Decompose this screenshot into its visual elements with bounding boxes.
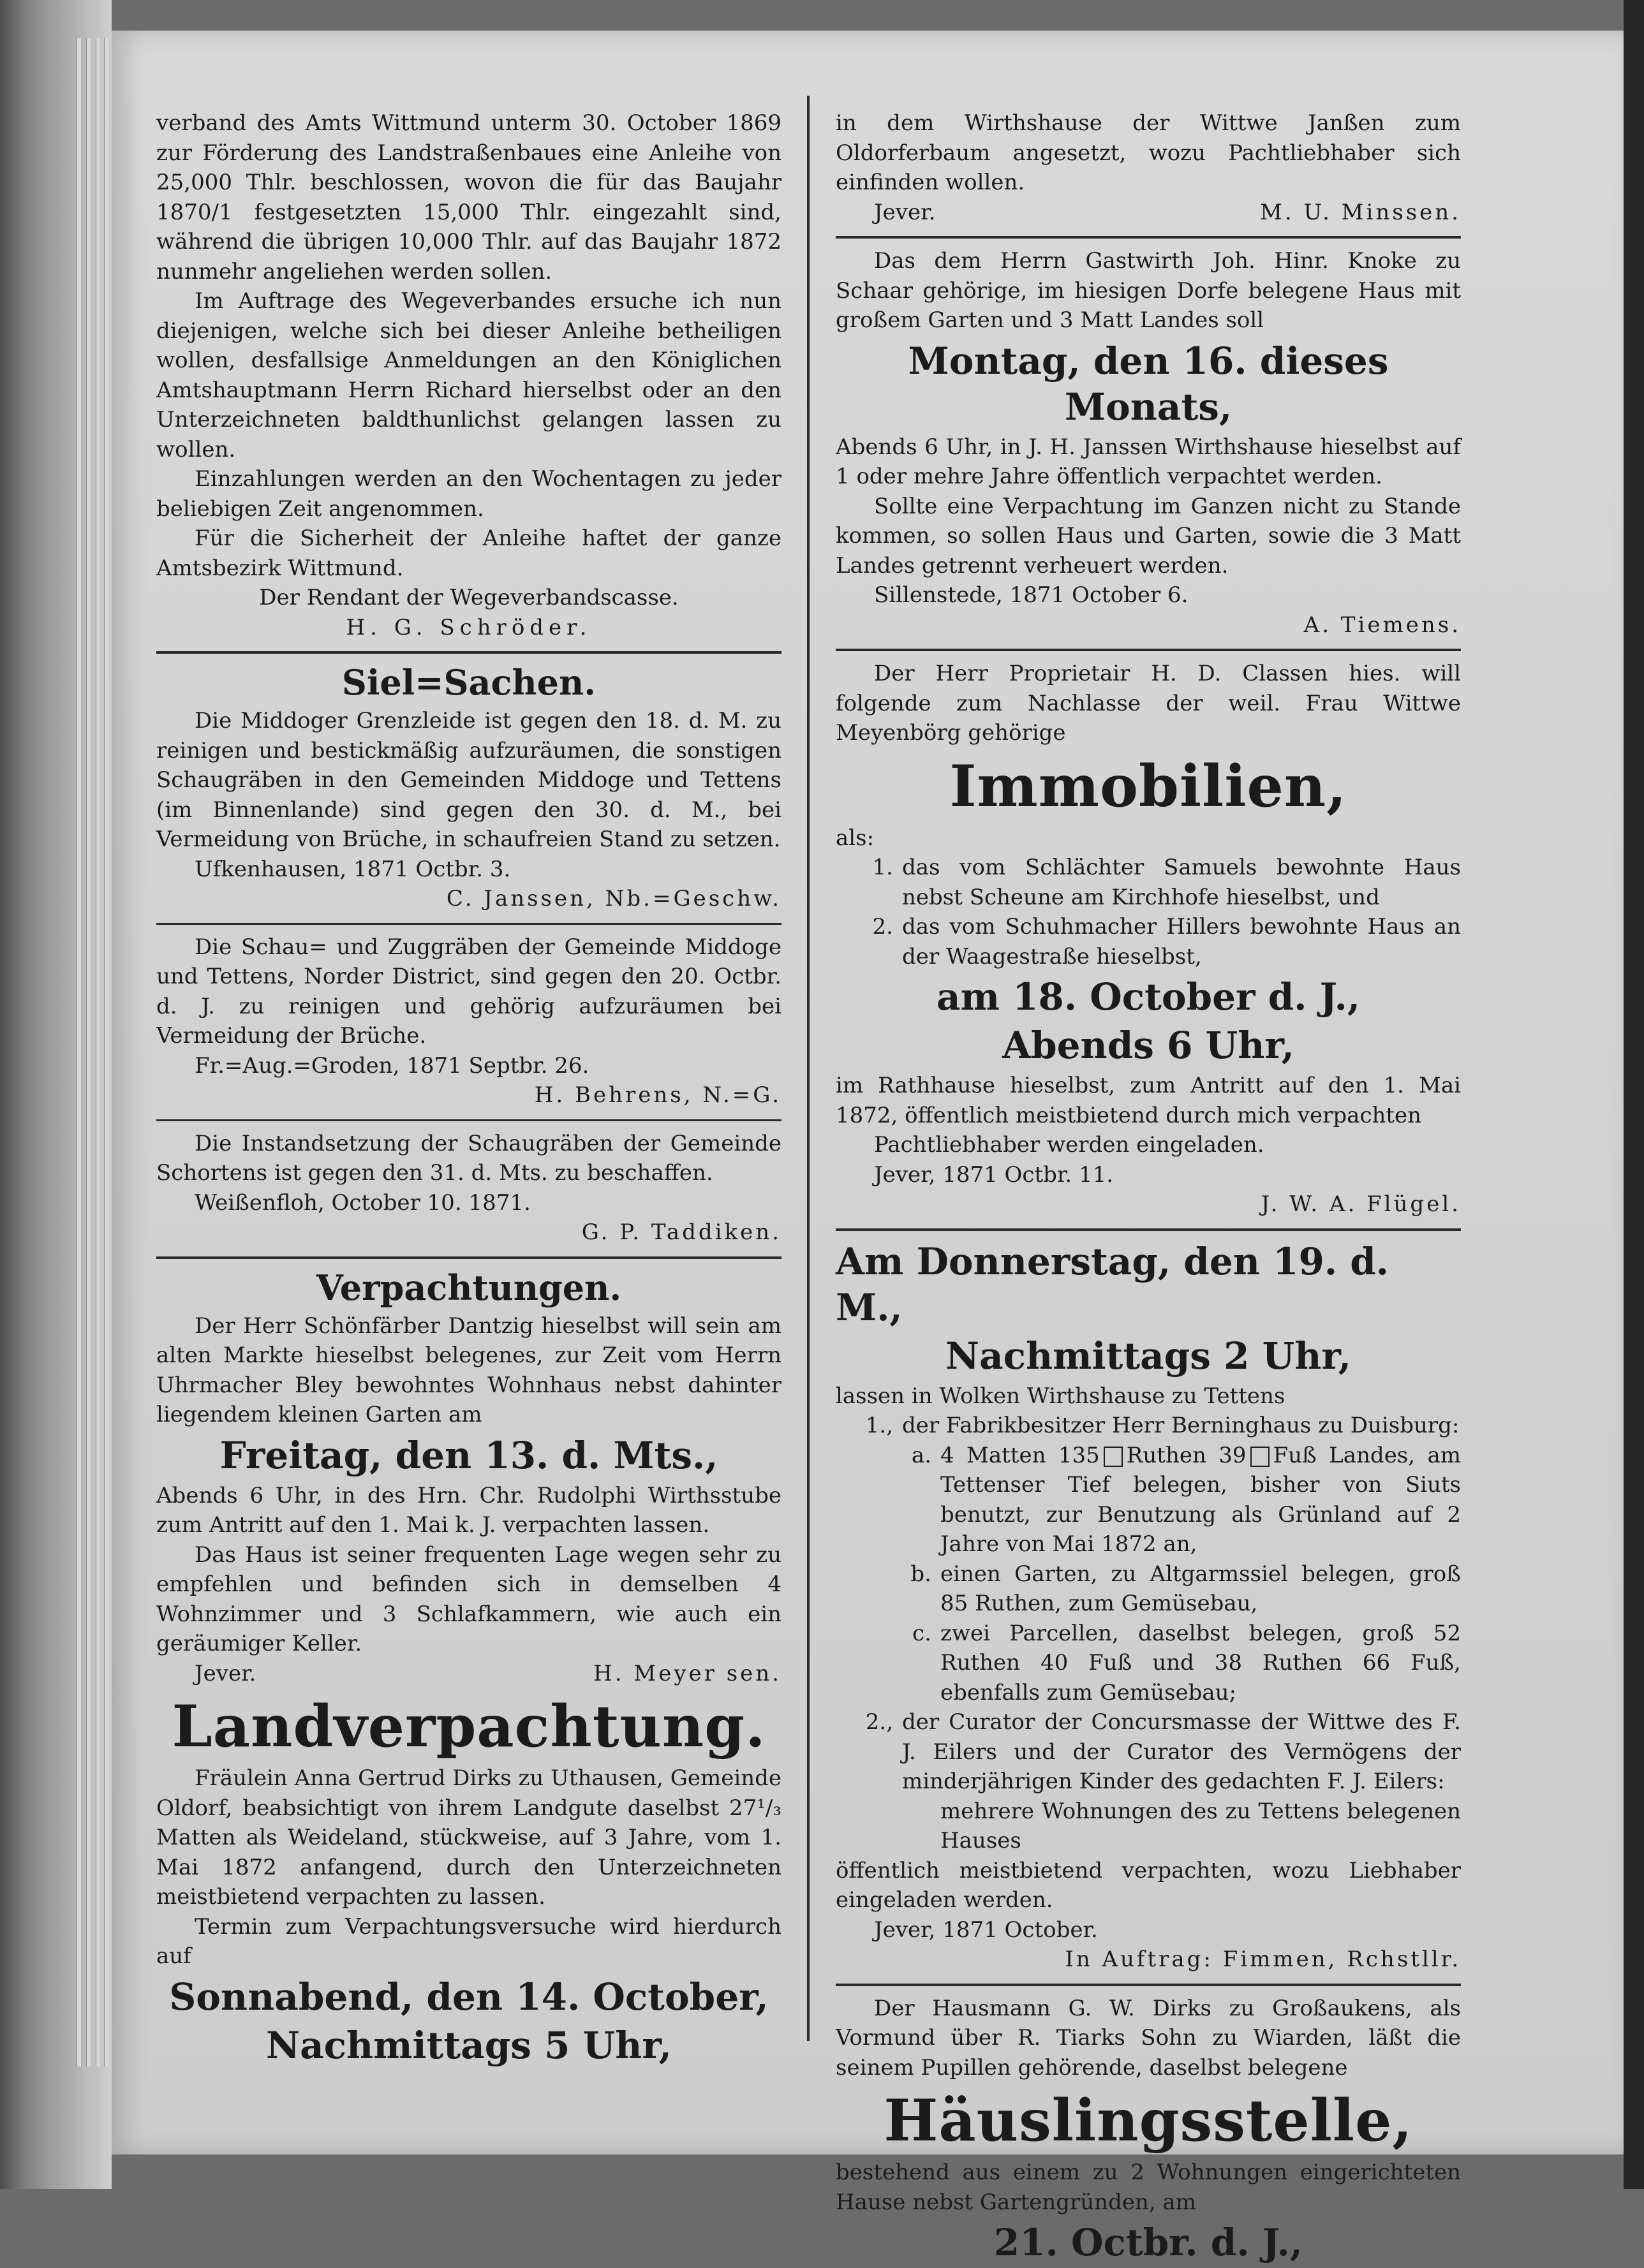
signature: G. P. Taddiken. [581, 1219, 781, 1245]
property-list [836, 853, 1461, 971]
lease-list [836, 1411, 1461, 1856]
notice-text: im Rathhause hieselbst, zum Antritt auf den 1. Mai 1872, öffentlich meistbietend durch mich verpachten [836, 1073, 1461, 1128]
notice-text: Im Auftrage des Wegeverbandes ersuche ich nun diejenigen, welche sich bei dieser Anleihe betheiligen wollen, desfallsige Anmeldungen an den Königlichen Amtshauptmann Herrn Richard hierselbst oder an den Unterzeichneten baldthunlichst gelangen lassen zu wollen. [156, 288, 781, 462]
signature: A. Tiemens. [1303, 612, 1461, 638]
date-headline: Nachmittags 2 Uhr, [945, 1334, 1351, 1378]
section-heading: Häuslingsstelle, [884, 2087, 1413, 2154]
place-date: Sillenstede, 1871 October 6. [874, 582, 1189, 608]
notice-text: verband des Amts Wittmund unterm 30. October 1869 zur Förderung des Landstraßenbaues eine Anleihe von 25,000 Thlr. beschlossen, wovon die für das Baujahr 1870/1 festgesetzten 15,000 Thlr. eingezahlt sind, während die übrigen 10,000 Thlr. auf das Baujahr 1872 nunmehr angeliehen werden sollen. [156, 110, 781, 284]
section-rule [836, 1984, 1461, 1986]
list-item: 2., der Curator der Concursmasse der Wittwe des F. J. Eilers und der Curator des Vermögens der minderjährigen Kinder des gedachten F. J. Eilers: [865, 1709, 1461, 1794]
date-headline: Nachmittags 5 Uhr, [266, 2023, 672, 2067]
list-item: 2. das vom Schuhmacher Hillers bewohnte Haus an der Waagestraße hieselbst, [872, 914, 1461, 969]
notice-text: als: [836, 825, 875, 851]
page-edge [104, 38, 108, 2066]
place-date: Jever, 1871 Octbr. 11. [874, 1161, 1114, 1188]
date-headline: Abends 6 Uhr, [1002, 1024, 1294, 1067]
notice-text: öffentlich meistbietend verpachten, wozu Liebhaber eingeladen werden. [836, 1857, 1461, 1913]
signature: C. Janssen, Nb.=Geschw. [446, 886, 781, 911]
book-spine [0, 0, 112, 2189]
right-column [836, 108, 1461, 2268]
notice-text: Der Herr Proprietair H. D. Classen hies. will folgende zum Nachlasse der weil. Frau Wittwe Meyenbörg gehörige [836, 661, 1461, 746]
notice-text: in dem Wirthshause der Wittwe Janßen zum Oldorferbaum angesetzt, wozu Pachtliebhaber sich einfinden wollen. [836, 110, 1461, 195]
list-item: b. einen Garten, zu Altgarmssiel belegen, groß 85 Ruthen, zum Gemüsebau, [910, 1561, 1461, 1616]
section-heading: Landverpachtung. [172, 1693, 766, 1760]
section-heading: Siel=Sachen. [341, 662, 596, 703]
signature: H. G. Schröder. [346, 614, 592, 640]
section-rule [156, 923, 781, 925]
signature: J. W. A. Flügel. [1261, 1191, 1461, 1217]
place-date: Jever. [874, 199, 936, 225]
notice-text: Der Herr Schönfärber Dantzig hieselbst will sein am alten Markte hieselbst belegenes, zur Zeit vom Herrn Uhrmacher Bley bewohntes Wohnhaus nebst dahinter liegendem kleinen Garten am [156, 1313, 781, 1427]
notice-text: Für die Sicherheit der Anleihe haftet der ganze Amtsbezirk Wittmund. [156, 526, 781, 581]
square-unit-icon [1104, 1447, 1123, 1467]
column-divider [807, 96, 810, 2041]
date-headline: Sonnabend, den 14. October, [169, 1975, 769, 2019]
date-headline: Montag, den 16. dieses Monats, [908, 339, 1389, 429]
notice-text: Der Hausmann G. W. Dirks zu Großaukens, als Vormund über R. Tiarks Sohn zu Wiarden, läßt die seinem Pupillen gehörende, daselbst belegene [836, 1995, 1461, 2080]
section-rule [836, 236, 1461, 239]
date-headline: Am Donnerstag, den 19. d. M., [836, 1239, 1389, 1329]
section-rule [836, 649, 1461, 651]
section-rule [156, 1256, 781, 1259]
notice-text: Einzahlungen werden an den Wochentagen zu jeder beliebigen Zeit angenommen. [156, 466, 781, 522]
signature: M. U. Minssen. [1260, 199, 1461, 225]
section-heading: Verpachtungen. [316, 1267, 622, 1308]
date-headline: 21. Octbr. d. J., [993, 2221, 1303, 2264]
date-headline: am 18. October d. J., [936, 975, 1361, 1019]
signature: In Auftrag: Fimmen, Rchstllr. [1065, 1947, 1461, 1972]
place-date: Ufkenhausen, 1871 Octbr. 3. [195, 856, 511, 882]
notice-text: Fräulein Anna Gertrud Dirks zu Uthausen, Gemeinde Oldorf, beabsichtigt von ihrem Landgute daselbst 27¹/₃ Matten als Weideland, stückweise, auf 3 Jahre, vom 1. Mai 1872 anfangend, durch den Unterzeichneten meistbietend verpachten zu lassen. [156, 1765, 781, 1910]
list-item: 1., der Fabrikbesitzer Herr Berninghaus zu Duisburg: [865, 1413, 1460, 1438]
page-edge [86, 38, 91, 2066]
signature: H. Behrens, N.=G. [534, 1082, 781, 1108]
notice-text: Das Haus ist seiner frequenten Lage wegen sehr zu empfehlen und befinden sich in demselben 4 Wohnzimmer und 3 Schlafkammern, wie auch ein geräumiger Keller. [156, 1542, 781, 1656]
square-unit-icon [1250, 1447, 1270, 1467]
place-date: Jever, 1871 October. [874, 1917, 1098, 1943]
page-edge [96, 38, 100, 2066]
signer-role: Der Rendant der Wegeverbandscasse. [259, 585, 679, 610]
notice-text: Abends 6 Uhr, in des Hrn. Chr. Rudolphi Wirthsstube zum Antritt auf den 1. Mai k. J. verpachten lassen. [156, 1482, 781, 1538]
notice-text: Termin zum Verpachtungsversuche wird hierdurch auf [156, 1913, 781, 1969]
facing-page-edge [1624, 0, 1644, 2189]
notice-text: Die Middoger Grenzleide ist gegen den 18. d. M. zu reinigen und bestickmäßig aufzuräumen, die sonstigen Schaugräben in den Gemeinden Middoge und Tettens (im Binnenlande) sind gegen den 30. d. M., bei Vermeidung von Brüche, in schaufreien Stand zu setzen. [156, 708, 781, 852]
place-date: Fr.=Aug.=Groden, 1871 Septbr. 26. [195, 1052, 589, 1079]
notice-text: bestehend aus einem zu 2 Wohnungen eingerichteten Hause nebst Gartengründen, am [836, 2160, 1461, 2215]
section-heading: Immobilien, [949, 752, 1347, 820]
notice-text: Abends 6 Uhr, in J. H. Janssen Wirthshause hieselbst auf 1 oder mehre Jahre öffentlich verpachtet werden. [836, 434, 1461, 489]
notice-text: Das dem Herrn Gastwirth Joh. Hinr. Knoke zu Schaar gehörige, im hiesigen Dorfe belegene Haus mit großem Garten und 3 Matt Landes soll [836, 248, 1461, 333]
section-rule [836, 1228, 1461, 1231]
date-headline: Freitag, den 13. d. Mts., [219, 1433, 718, 1477]
list-item: a. 4 Matten 135 Ruthen 39 Fuß Landes, am Tettenser Tief belegen, bisher von Siuts benutzt, zur Benutzung als Grünland auf 2 Jahre von Mai 1872 an, [911, 1442, 1461, 1557]
notice-text: Sollte eine Verpachtung im Ganzen nicht zu Stande kommen, so sollen Haus und Garten, sowie die 3 Matt Landes getrennt verheuert werden. [836, 493, 1461, 578]
section-rule [156, 651, 781, 654]
page-edge [77, 38, 81, 2066]
section-rule [156, 1119, 781, 1121]
notice-text: lassen in Wolken Wirthshause zu Tettens [836, 1383, 1285, 1409]
list-item: mehrere Wohnungen des zu Tettens belegenen Hauses [940, 1798, 1461, 1853]
place-date: Jever. [195, 1660, 256, 1686]
notice-text: Die Schau= und Zuggräben der Gemeinde Middoge und Tettens, Norder District, sind gegen den 20. Octbr. d. J. zu reinigen und gehörig aufzuräumen bei Vermeidung der Brüche. [156, 934, 781, 1049]
left-column [156, 108, 781, 2071]
notice-text: Die Instandsetzung der Schaugräben der Gemeinde Schortens ist gegen den 31. d. Mts. zu beschaffen. [156, 1130, 781, 1186]
signature: H. Meyer sen. [593, 1660, 781, 1686]
list-item: c. zwei Parcellen, daselbst belegen, groß 52 Ruthen 40 Fuß und 38 Ruthen 66 Fuß, ebenfalls zum Gemüsebau; [912, 1620, 1461, 1705]
notice-text: Pachtliebhaber werden eingeladen. [874, 1132, 1264, 1158]
place-date: Weißenfloh, October 10. 1871. [195, 1189, 531, 1216]
list-item: 1. das vom Schlächter Samuels bewohnte Haus nebst Scheune am Kirchhofe hieselbst, und [872, 855, 1461, 910]
